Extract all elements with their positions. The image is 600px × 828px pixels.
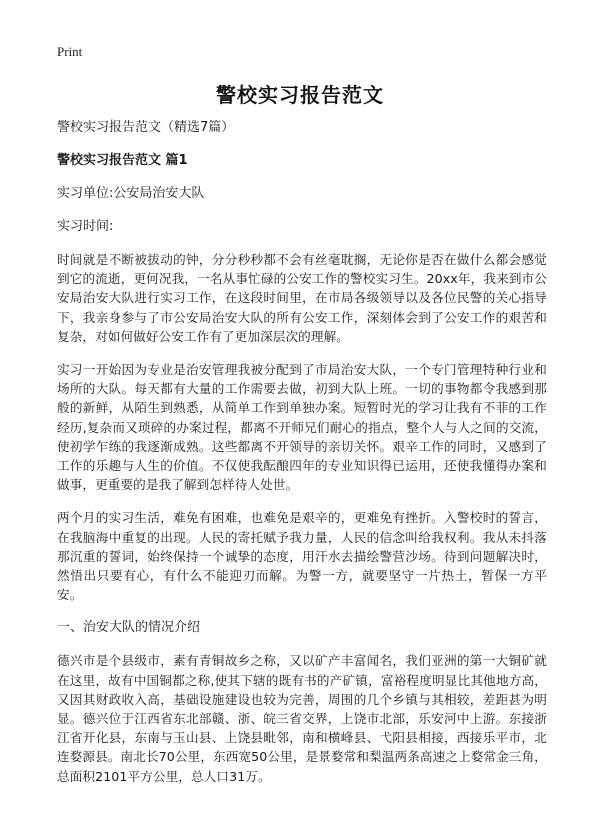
document-subtitle: 警校实习报告范文（精选7篇）	[57, 120, 235, 135]
subsection-heading: 一、治安大队的情况介绍	[57, 620, 201, 636]
paragraph: 时间就是不断被拔动的钟，分分秒秒都不会有丝毫耽搁，无论你是否在做什么都会感觉到它的流逝，更何况我，一名从事忙碌的公安工作的警校实习生。20xx年，我来到市公安局治安大队进行实习工作，在这段时间里，在市局各级领导以及各位民警的关心指导下，我亲身参与了市公安局治安大队的所有公安工作，深刻体会到了公安工作的艰苦和复杂，对如何做好公安工作有了更加深层次的理解。	[57, 252, 547, 344]
intro-paragraph: 德兴市是个县级市，素有青铜故乡之称，又以矿产丰富闻名，我们亚洲的第一大铜矿就在这里，故有中国铜都之称,使其下辖的既有书的产矿镇，富裕程度明显比其他地方高，又因其财政收入高，基础设施建设也较为完善，周围的几个乡镇与其相较，差距甚为明显。德兴位于江西省东北部赣、浙、皖三省交界，上饶市北部，乐安河中上游。东接浙江省开化县，东南与玉山县、上饶县毗邻，南和横峰县、弋阳县相接，西接乐平市，北连婺源县。南北长70公里，东西宽50公里，是景婺常和梨温两条高速之上婺常金三角，总面积2101平方公里，总人口31万。	[57, 653, 547, 784]
section-heading: 警校实习报告范文 篇1	[57, 153, 188, 168]
internship-unit: 实习单位:公安局治安大队	[57, 186, 205, 201]
internship-time: 实习时间:	[57, 219, 114, 234]
paragraph: 两个月的实习生活，难免有困难，也难免是艰辛的，更难免有挫折。入警校时的誓言，在我脑海中重复的出现。人民的寄托赋予我力量，人民的信念叫给我权利。我从未抖落那沉重的誓词，始终保持一个诚挚的态度，用汗水去描绘警营沙场。待到问题解决时，然悟出只要有心，有什么不能迎刃而解。为警一方，就要坚守一片热土，暂保一方平安。	[57, 510, 547, 603]
print-label[interactable]: Print	[57, 44, 83, 59]
page-title: 警校实习报告范文	[216, 83, 384, 107]
document-body	[57, 118, 547, 800]
paragraph: 实习一开始因为专业是治安管理我被分配到了市局治安大队，一个专门管理特种行业和场所的大队。每天都有大量的工作需要去做，初到大队上班。一切的事物都令我感到那般的新鲜，从陌生到熟悉，从简单工作到单独办案。短暂时光的学习让我有不菲的工作经历,复杂而又琐碎的办案过程，都离不开师兄们耐心的指点，整个人与人之间的交流，使初学乍练的我逐渐成熟。这些都离不开领导的亲切关怀。艰辛工作的同时，又感到了工作的乐趣与人生的价值。不仅使我酝酿四年的专业知识得已运用，还使我懂得办案和做事，更重要的是我了解到怎样待人处世。	[57, 362, 547, 493]
